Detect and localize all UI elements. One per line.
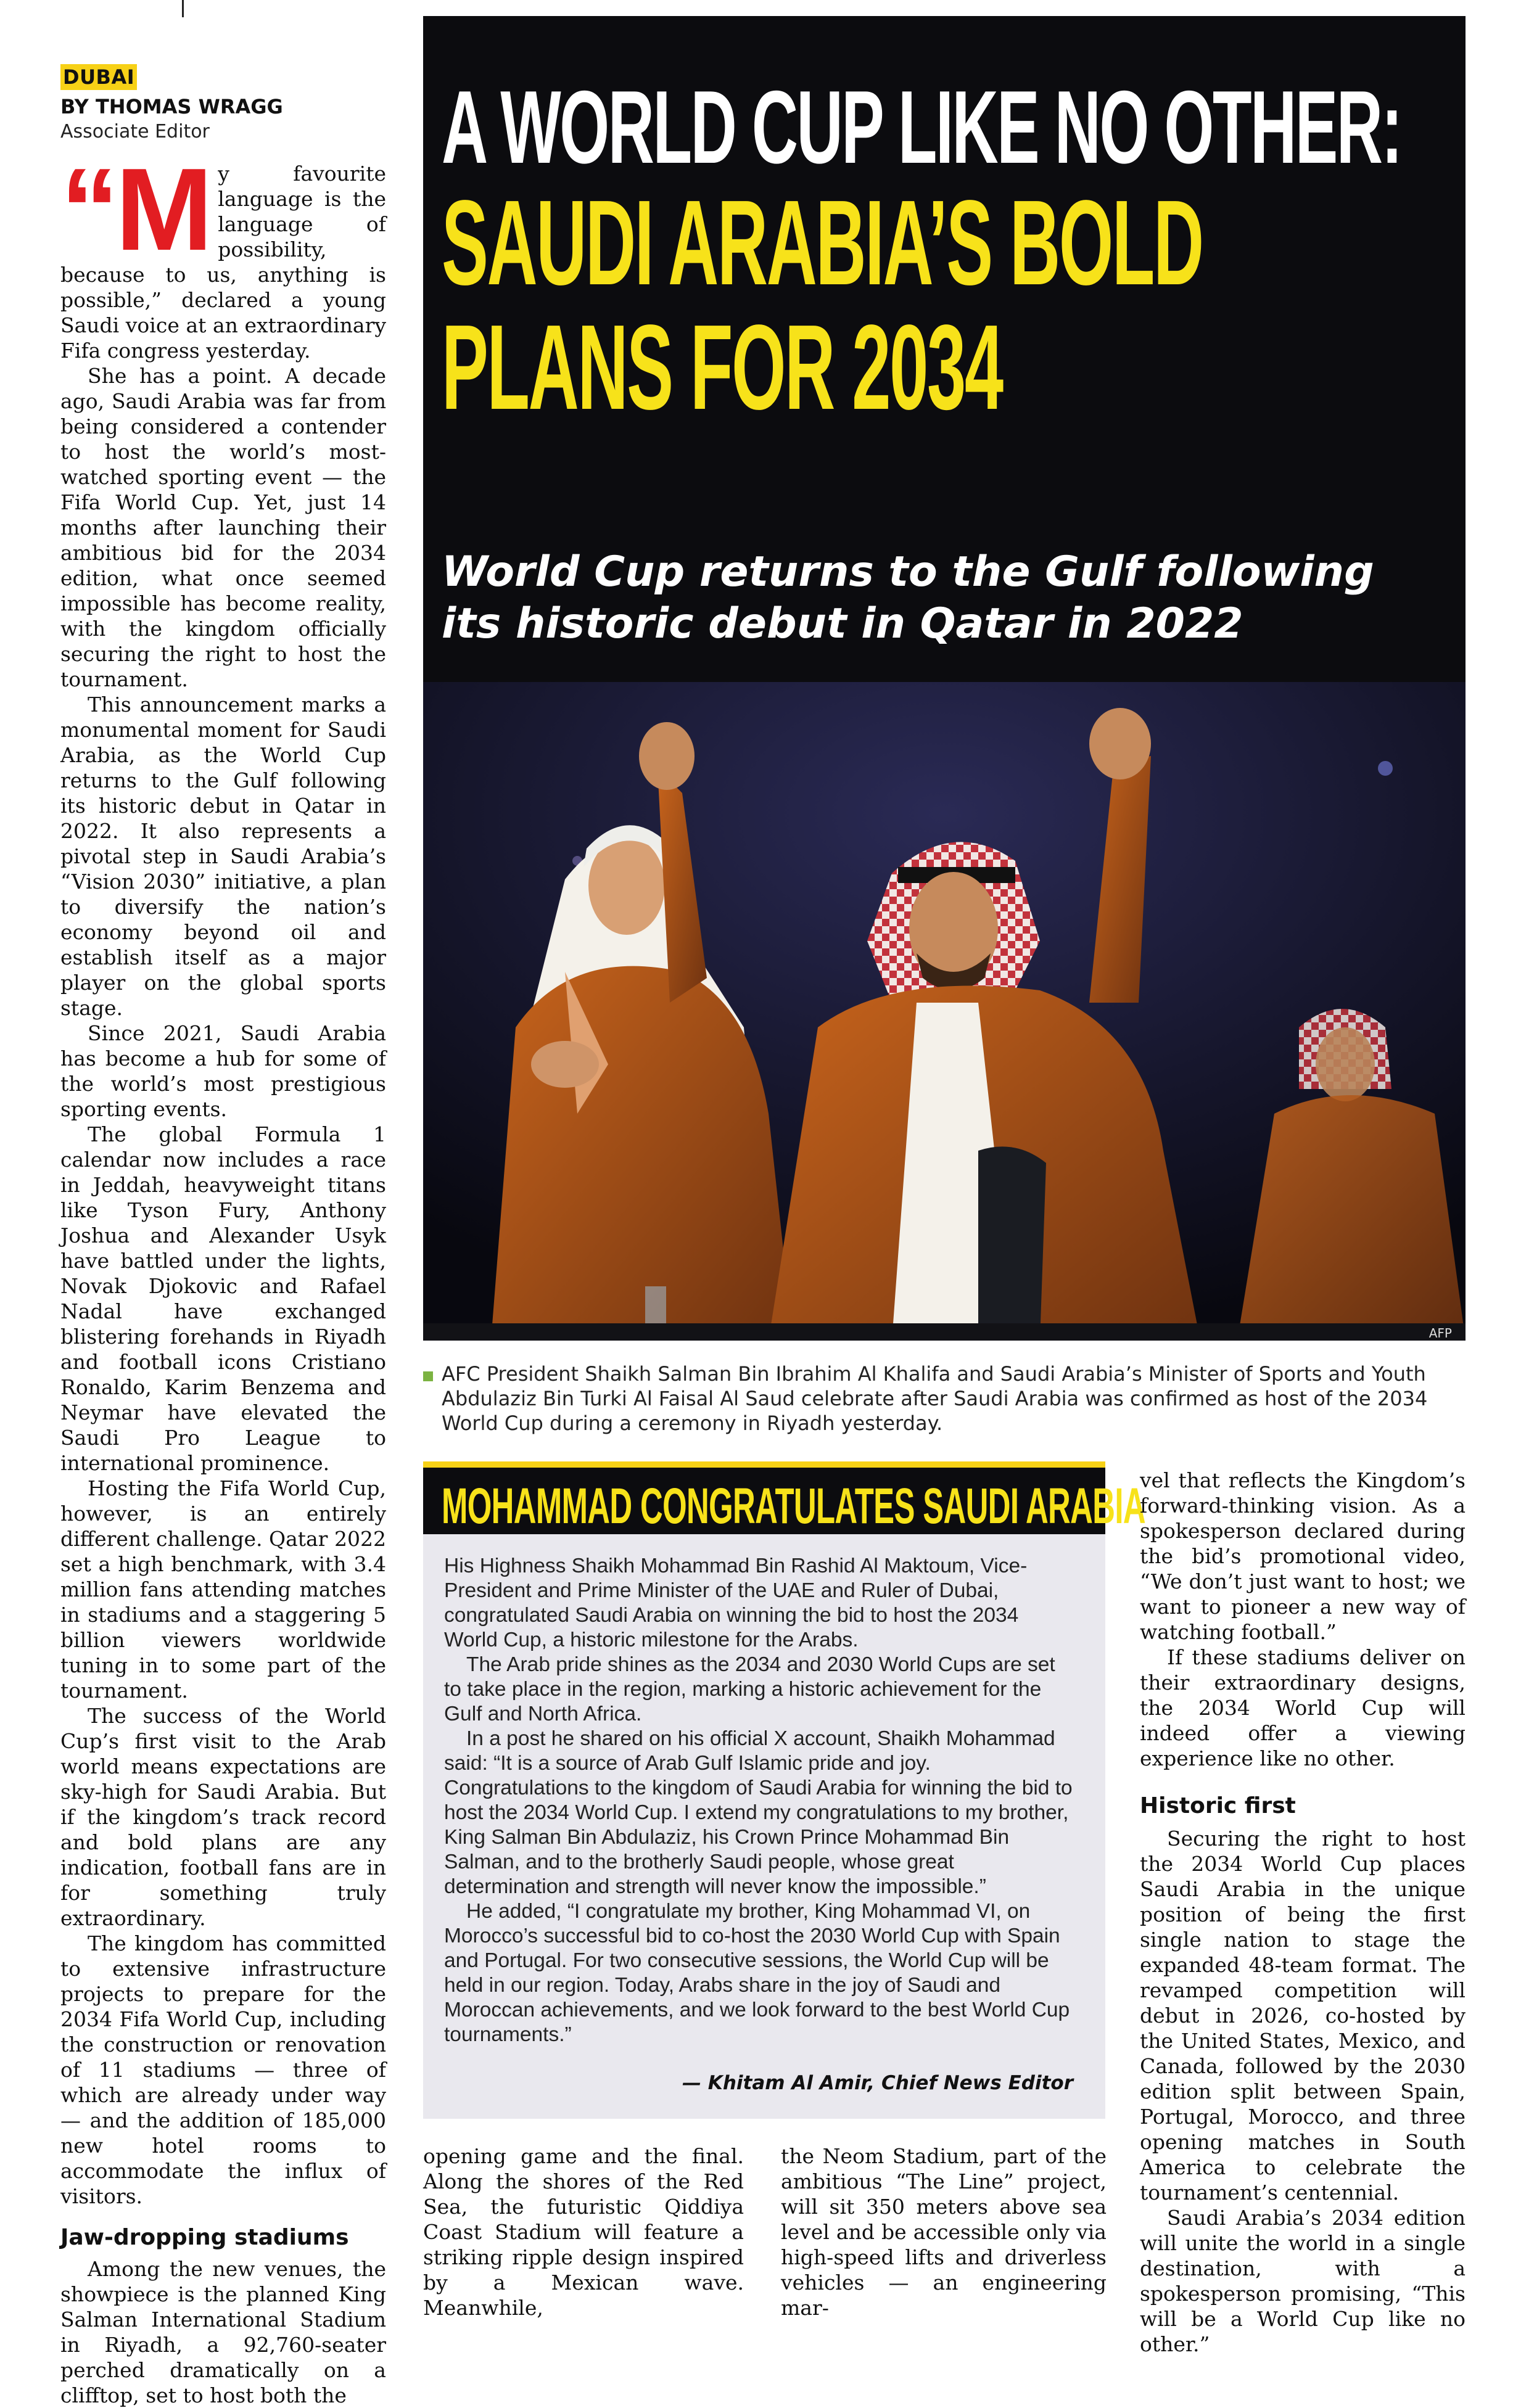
headline-line-1: A WORLD CUP LIKE NO OTHER: xyxy=(442,69,1401,185)
paragraph: Saudi Arabia’s 2034 edition will unite the world in a single destination, with a spokesperson promising, “This will be a World Cup like no other.” xyxy=(1140,2206,1466,2356)
paragraph: The success of the World Cup’s first visit to the Arab world means expectations are sky-high for Saudi Arabia. But if the kingdom’s track record and bold plans are any indication, football fans are in for something truly extraordinary. xyxy=(60,1704,386,1930)
paragraph: Among the new venues, the showpiece is the planned King Salman International Stadium in Riyadh, a 92,760-seater perched dramatically on a clifftop, set to host both the xyxy=(60,2257,386,2407)
top-rule xyxy=(0,0,1513,2)
paragraph: The Arab pride shines as the 2034 and 2030 World Cups are set to take place in the region, marking a historic achievement for the Gulf and North Africa. xyxy=(444,1653,1055,1725)
byline: BY THOMAS WRAGG xyxy=(60,95,283,118)
photo-credit: AFP xyxy=(1428,1326,1452,1341)
paragraph: His Highness Shaikh Mohammad Bin Rashid Al Maktoum, Vice-President and Prime Minister of the UAE and Ruler of Dubai, congratulated Saudi Arabia on winning the bid to host the 2034 World Cup, a historic milestone for the Arabs. xyxy=(444,1555,1028,1651)
paragraph: Securing the right to host the 2034 World Cup places Saudi Arabia in the unique position of being the first single nation to stage the expanded 48-team format. The revamped competition will debut in 2026, co-hosted by the United States, Mexico, and Canada, followed by the 2030 edition split between Spain, Portugal, Morocco, and three opening matches in South America to celebrate the tournament’s centennial. xyxy=(1140,1827,1466,2205)
subhead-historic-first: Historic first xyxy=(1140,1793,1296,1818)
subhead-stadiums: Jaw-dropping stadiums xyxy=(60,2225,349,2250)
dateline: DUBAI xyxy=(60,64,137,90)
paragraph: The global Formula 1 calendar now includes a race in Jeddah, heavyweight titans like Tyson Fury, Anthony Joshua and Alexander Usyk have battled under the lights, Novak Djokovic and Rafael Nadal have exchanged blistering forehands in Riyadh and football icons Cristiano Ronaldo, Karim Benzema and Neymar have elevated the Saudi Pro League to international prominence. xyxy=(60,1122,386,1475)
paragraph: Hosting the Fifa World Cup, however, is an entirely different challenge. Qatar 2022 set a high benchmark, with 3.4 million fans attending matches in stadiums and a staggering 5 billion viewers worldwide tuning in to some part of the tournament. xyxy=(60,1476,386,1703)
sidebar-story-body xyxy=(444,1554,1077,2047)
bottom-column-2 xyxy=(781,2143,1107,2320)
paragraph: He added, “I congratulate my brother, King Mohammad VI, on Morocco’s successful bid to co-host the 2030 World Cup with Spain and Portugal. For two consecutive sessions, the World Cup will be held in our region. Today, Arabs share in the joy of Saudi and Moroccan achievements, and we look forward to the best World Cup tournaments.” xyxy=(444,1900,1070,2046)
deck xyxy=(442,546,1428,650)
headline xyxy=(442,69,1453,435)
paragraph: vel that reflects the Kingdom’s forward-thinking vision. As a spokesperson declared during the bid’s promotional video, “We don’t just want to host; we want to pioneer a new way of watching football.” xyxy=(1140,1468,1466,1644)
article-body-continued xyxy=(1140,1468,1466,2357)
hero-panel xyxy=(423,16,1466,1341)
sidebar-story-title: MOHAMMAD CONGRATULATES SAUDI ARABIA xyxy=(442,1478,1145,1534)
paragraph: This announcement marks a monumental moment for Saudi Arabia, as the World Cup returns to the Gulf following its historic debut in Qatar in 2022. It also represents a pivotal step in Saudi Arabia’s “Vision 2030” initiative, a plan to diversify the nation’s economy beyond oil and establish itself as a major player on the global sports stage. xyxy=(60,692,386,1020)
paragraph: If these stadiums deliver on their extraordinary designs, the 2034 World Cup will indeed offer a viewing experience like no other. xyxy=(1140,1645,1466,1770)
paragraph: The kingdom has committed to extensive infrastructure projects to prepare for the 2034 Fifa World Cup, including the construction or renovation of 11 stadiums — three of which are already under way — and the addition of 185,000 new hotel rooms to accommodate the influx of visitors. xyxy=(60,1931,386,2208)
byline-role: Associate Editor xyxy=(60,121,210,142)
caption-bullet-icon xyxy=(423,1371,433,1381)
article-body xyxy=(60,144,386,2408)
paragraph: y favourite language is the language of possibility, because to us, anything is possible,” declared a young Saudi voice at an extraordinary Fifa congress yesterday. xyxy=(60,162,386,363)
paragraph: the Neom Stadium, part of the ambitious “The Line” project, will sit 350 meters above sea level and be accessible only via high-speed lifts and driverless vehicles — an engineering mar- xyxy=(781,2144,1107,2320)
photo-caption xyxy=(423,1362,1466,1436)
headline-line-3: PLANS FOR 2034 xyxy=(442,300,1002,435)
drop-cap: “M xyxy=(60,144,210,275)
caption-text: AFC President Shaikh Salman Bin Ibrahim Al Khalifa and Saudi Arabia’s Minister of Sports and Youth Abdulaziz Bin Turki Al Faisal Al Saud celebrate after Saudi Arabia was confirmed as host of the 2034 World Cup during a ceremony in Riyadh yesterday. xyxy=(442,1362,1428,1435)
deck-line-1: World Cup returns to the Gulf following xyxy=(442,548,1374,596)
sidebar-story-header xyxy=(423,1461,1145,1534)
lead-article-column xyxy=(60,64,386,2408)
celebration-photo xyxy=(423,682,1466,1341)
paragraph: She has a point. A decade ago, Saudi Arabia was far from being considered a contender to host the world’s most-watched sporting event — the Fifa World Cup. Yet, just 14 months after launching their ambitious bid for the 2034 edition, what once seemed impossible has become reality, with the kingdom officially securing the right to host the tournament. xyxy=(60,364,386,691)
deck-line-2: its historic debut in Qatar in 2022 xyxy=(442,599,1243,648)
bottom-column-1 xyxy=(423,2143,744,2320)
paragraph: Since 2021, Saudi Arabia has become a hub for some of the world’s most prestigious sporting events. xyxy=(60,1021,386,1121)
column-tick xyxy=(182,0,184,17)
headline-line-2: SAUDI ARABIA’S BOLD xyxy=(442,175,1203,310)
paragraph: opening game and the final. Along the shores of the Red Sea, the futuristic Qiddiya Coast Stadium will feature a striking ripple design inspired by a Mexican wave. Meanwhile, xyxy=(423,2144,744,2320)
right-column xyxy=(1140,1468,1466,2357)
sidebar-story-box xyxy=(423,1461,1145,2119)
sidebar-story-signoff: — Khitam Al Amir, Chief News Editor xyxy=(682,2072,1073,2094)
paragraph: In a post he shared on his official X account, Shaikh Mohammad said: “It is a source of Arab Gulf Islamic pride and joy. Congratulations to the kingdom of Saudi Arabia for winning the bid to host the 2034 World Cup. I extend my congratulations to my brother, King Salman Bin Abdulaziz, his Crown Prince Mohammad Bin Salman, and to the brotherly Saudi people, whose great determination and strength will never know the impossible.” xyxy=(444,1727,1073,1898)
